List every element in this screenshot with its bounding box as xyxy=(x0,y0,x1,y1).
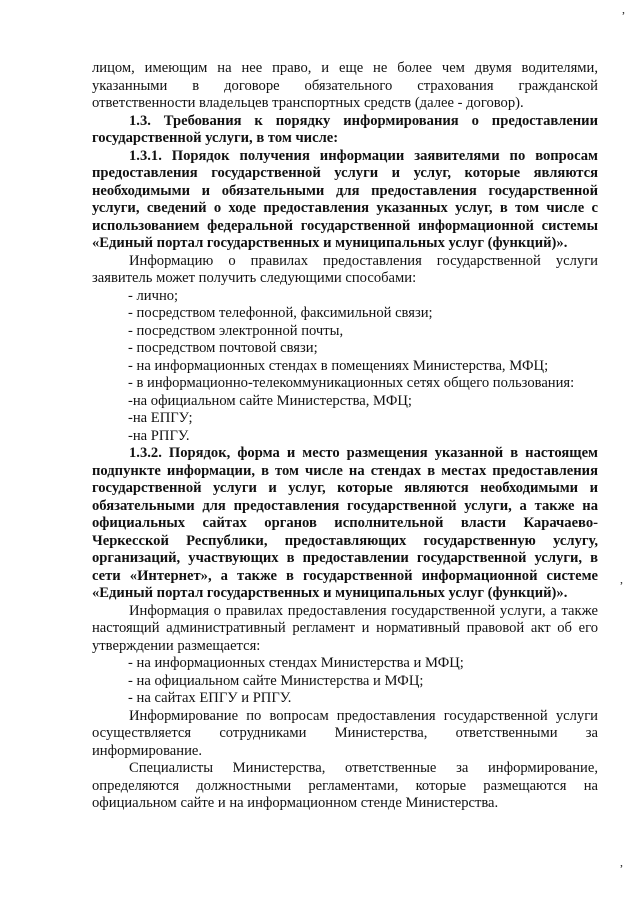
list-item: - посредством электронной почты, xyxy=(128,322,344,339)
list-item: - посредством почтовой связи; xyxy=(128,340,318,356)
list-item: - лично; xyxy=(128,287,179,304)
heading-1-3-1: 1.3.1. Порядок получения информации заявителями по вопросам предоставления государственной услуги и услуг, которые являются необходимыми и обязательными для предоставления государственной услуги, сведений о ходе предоставления указанных услуг, в том числе с использованием федеральной государственной информационной системы «Единый портал государственных и муниципальных услуг (функций)». xyxy=(92,147,598,251)
paragraph-continuation: лицом, имеющим на нее право, и еще не более чем двумя водителями, указанными в договоре обязательного страхования гражданской ответственности владельцев транспортных средств (далее - договор). xyxy=(92,60,598,111)
paragraph-placement-intro: Информация о правилах предоставления государственной услуги, а также настоящий административный регламент и нормативный правовой акт об его утверждении размещается: xyxy=(92,602,598,654)
margin-mark: , xyxy=(622,2,625,16)
list-item: -на официальном сайте Министерства, МФЦ; xyxy=(128,392,412,409)
document-page xyxy=(92,60,598,813)
list-item: - посредством телефонной, факсимильной связи; xyxy=(128,305,433,321)
paragraph-methods-intro: Информацию о правилах предоставления государственной услуги заявитель может получить следующими способами: xyxy=(92,252,598,286)
paragraph-specialists: Специалисты Министерства, ответственные за информирование, определяются должностными регламентами, которые размещаются на официальном сайте и на информационном стенде Министерства. xyxy=(92,760,598,811)
margin-mark: , xyxy=(620,572,623,586)
paragraph-staff: Информирование по вопросам предоставления государственной услуги осуществляется сотрудниками Министерства, ответственными за информирование. xyxy=(92,707,598,759)
list-item: -на РПГУ. xyxy=(128,427,190,444)
margin-mark: , xyxy=(620,855,623,869)
heading-1-3-2: 1.3.2. Порядок, форма и место размещения указанной в настоящем подпункте информации, в том числе на стендах в местах предоставления государственной услуги и услуг, которые являются необходимыми и обязательными для предоставления государственной услуги, а также на официальных сайтах органов исполнительной власти Карачаево-Черкесской Республики, предоставляющих государственную услугу, организаций, участвующих в предоставлении государственной услуги, в сети «Интернет», а также в государственной информационной системе «Единый портал государственных и муниципальных услуг (функций)». xyxy=(92,445,598,601)
list-item: - на сайтах ЕПГУ и РПГУ. xyxy=(128,690,292,706)
list-item: - на информационных стендах в помещениях Министерства, МФЦ; xyxy=(128,357,549,374)
heading-1-3: 1.3. Требования к порядку информирования о предоставлении государственной услуги, в том числе: xyxy=(92,112,598,146)
list-item: - на информационных стендах Министерства и МФЦ; xyxy=(128,655,464,671)
methods-list xyxy=(92,288,598,446)
list-item: - в информационно-телекоммуникационных сетях общего пользования: xyxy=(128,375,575,391)
list-item: -на ЕПГУ; xyxy=(128,410,193,426)
list-item: - на официальном сайте Министерства и МФЦ; xyxy=(128,672,424,689)
placement-list xyxy=(92,655,598,708)
